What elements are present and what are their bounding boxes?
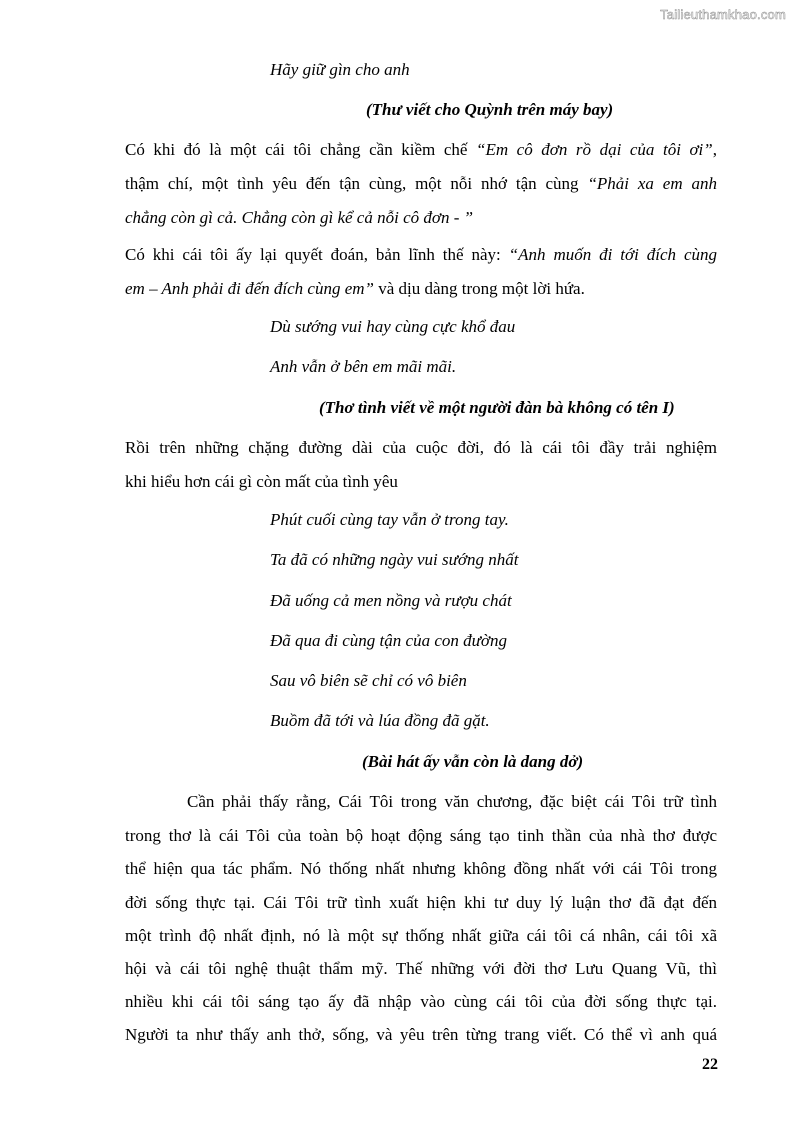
paragraph-line: nhiều khi cái tôi sáng tạo ấy đã nhập vào cùng cái tôi của đời sống thực tại. [125, 992, 717, 1011]
paragraph-line [125, 279, 717, 299]
paragraph-text: và dịu dàng trong một lời hứa. [373, 279, 585, 298]
verse-line: Dù sướng vui hay cùng cực khổ đau [270, 317, 516, 336]
paragraph-text: Có khi đó là một cái tôi chẳng cần kiềm chế [125, 140, 476, 159]
paragraph-line [125, 245, 717, 265]
page-number: 22 [702, 1056, 718, 1073]
quoted-verse: chẳng còn gì cả. Chẳng còn gì kể cả nỗi cô đơn - ” [125, 208, 474, 227]
paragraph-line [125, 208, 717, 228]
paragraph-line: Cần phải thấy rằng, Cái Tôi trong văn chương, đặc biệt cái Tôi trữ tình [125, 792, 717, 811]
quoted-verse: “Phải xa em anh [587, 174, 717, 193]
paragraph-line: hội và cái tôi nghệ thuật thẩm mỹ. Thế những với đời thơ Lưu Quang Vũ, thì [125, 959, 717, 978]
paragraph-line: trong thơ là cái Tôi của toàn bộ hoạt động sáng tạo tinh thần của nhà thơ được [125, 826, 717, 845]
poem-caption: (Bài hát ấy vẫn còn là dang dở) [362, 752, 584, 771]
paragraph-line: một trình độ nhất định, nó là một sự thống nhất giữa cái tôi cá nhân, cái tôi xã [125, 926, 717, 945]
verse-line: Ta đã có những ngày vui sướng nhất [270, 550, 519, 569]
verse-line: Buồm đã tới và lúa đồng đã gặt. [270, 711, 490, 730]
verse-line: Sau vô biên sẽ chỉ có vô biên [270, 671, 467, 690]
paragraph-text: thậm chí, một tình yêu đến tận cùng, một nỗi nhớ tận cùng [125, 174, 588, 193]
paragraph-text: Có khi cái tôi ấy lại quyết đoán, bản lĩnh thế này: [125, 245, 509, 264]
paragraph-line: Rồi trên những chặng đường dài của cuộc đời, đó là cái tôi đầy trải nghiệm [125, 438, 717, 457]
quoted-verse: “Em cô đơn rồ dại của tôi ơi” [475, 140, 713, 159]
quoted-verse: em – Anh phải đi đến đích cùng em” [125, 279, 374, 298]
paragraph-line: đời sống thực tại. Cái Tôi trữ tình xuất hiện khi tư duy lý luận thơ đã đạt đến [125, 893, 717, 912]
poem-caption: (Thơ tình viết về một người đàn bà không có tên I) [319, 398, 675, 417]
paragraph-line: thể hiện qua tác phẩm. Nó thống nhất nhưng không đồng nhất với cái Tôi trong [125, 859, 717, 878]
verse-line: Hãy giữ gìn cho anh [270, 60, 410, 79]
paragraph-line [125, 174, 717, 194]
verse-line: Phút cuối cùng tay vẫn ở trong tay. [270, 510, 509, 529]
watermark-text: Tailieuthamkhao.com [660, 7, 786, 22]
verse-line: Anh vẫn ở bên em mãi mãi. [270, 357, 457, 376]
poem-caption: (Thư viết cho Quỳnh trên máy bay) [366, 100, 614, 119]
verse-line: Đã qua đi cùng tận của con đường [270, 631, 507, 650]
verse-line: Đã uống cả men nồng và rượu chát [270, 591, 512, 610]
paragraph-line: Người ta như thấy anh thở, sống, và yêu trên từng trang viết. Có thể vì anh quá [125, 1025, 717, 1044]
paragraph-text: , [712, 140, 717, 159]
paragraph-line [125, 140, 717, 160]
paragraph-line: khi hiểu hơn cái gì còn mất của tình yêu [125, 472, 398, 491]
quoted-verse: “Anh muốn đi tới đích cùng [508, 245, 718, 264]
